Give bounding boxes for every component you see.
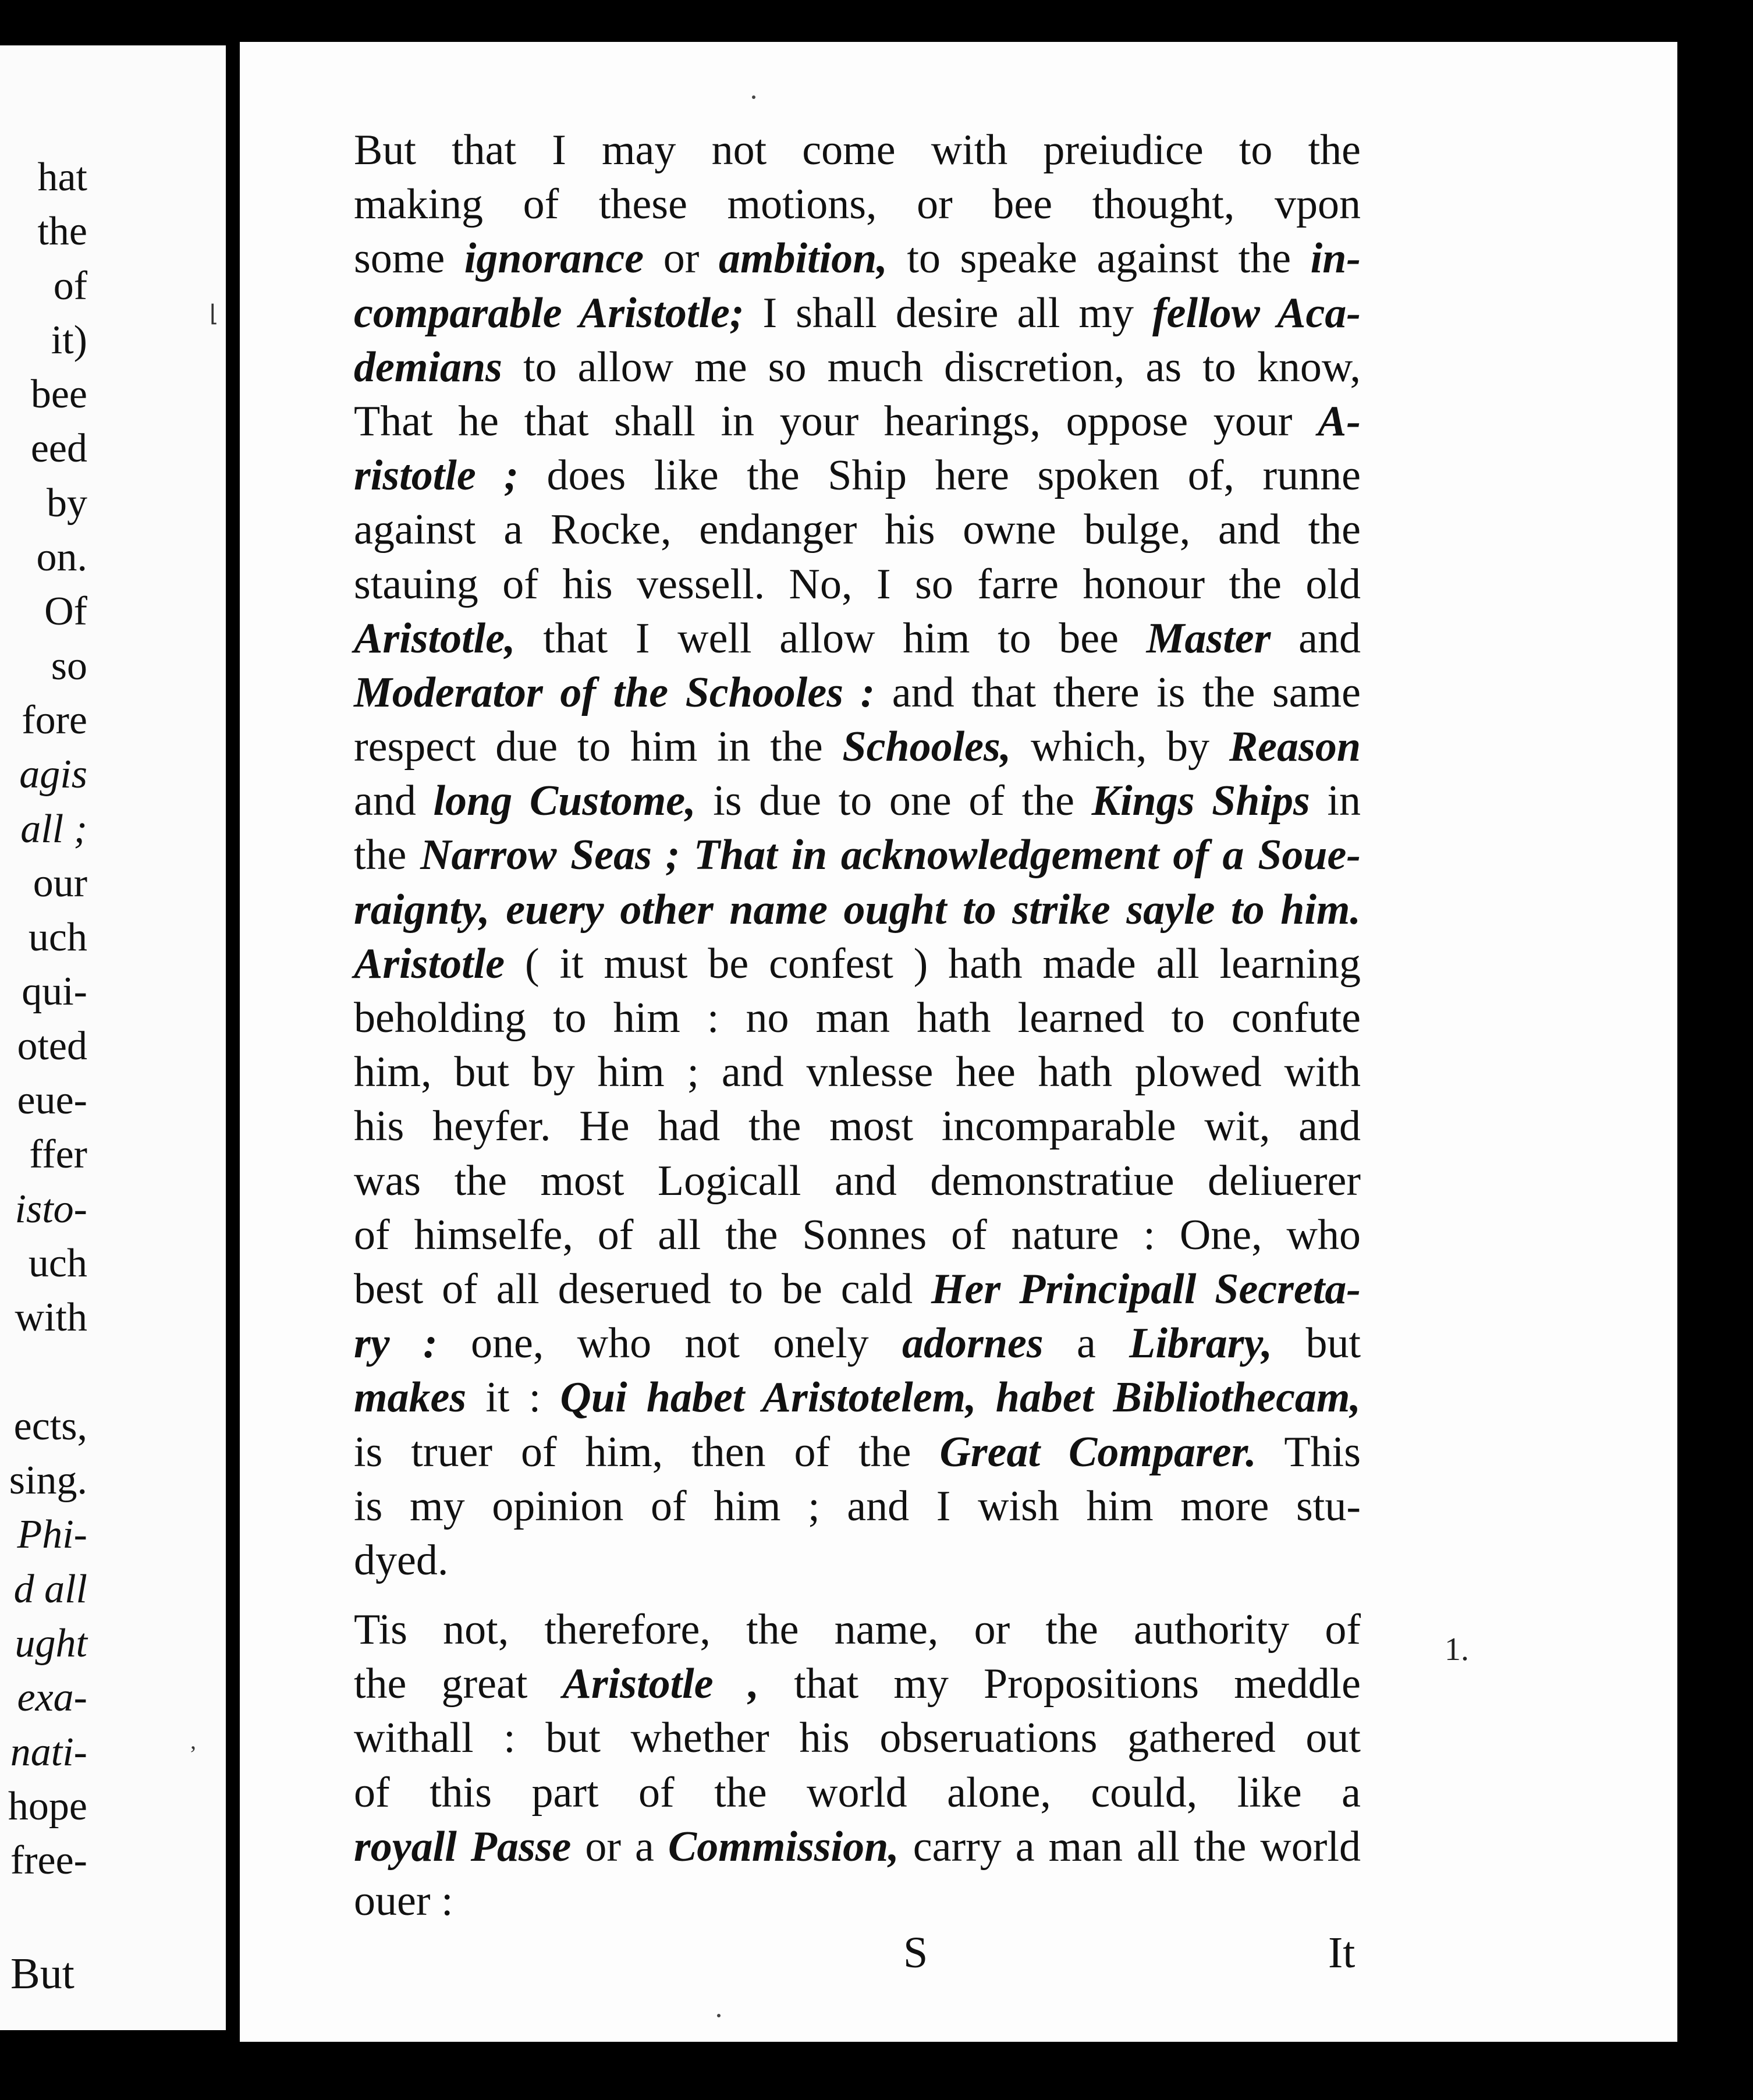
catchword: It	[1328, 1928, 1355, 1977]
left-page-line: eed	[30, 426, 87, 471]
text-run: respect due to him in the	[354, 723, 843, 771]
left-page-line: all ;	[20, 806, 87, 852]
text-line	[354, 1154, 1361, 1208]
text-line	[354, 1371, 1361, 1425]
italic-run: demians	[354, 343, 502, 391]
italic-run: Kings Ships	[1091, 777, 1310, 825]
left-page-line: so	[51, 643, 87, 689]
left-page-line: isto-	[15, 1186, 87, 1232]
italic-run: Schooles,	[842, 723, 1012, 771]
text-line	[354, 178, 1361, 232]
italic-run: adornes	[902, 1319, 1044, 1368]
italic-run: comparable Aristotle;	[354, 289, 744, 337]
text-line	[354, 991, 1361, 1045]
text-line	[354, 1874, 1361, 1928]
left-page-line: on.	[36, 535, 87, 580]
italic-run: ignorance	[464, 235, 644, 283]
italic-run: Qui habet Aristotelem, habet Bibliothecam,	[560, 1374, 1361, 1422]
text-line	[354, 1766, 1361, 1820]
text-run: But that I may not come with preiudice to the	[354, 126, 1361, 174]
text-line	[354, 612, 1361, 666]
text-line	[354, 1425, 1361, 1480]
italic-run: Great Comparer.	[939, 1428, 1257, 1476]
text-line	[354, 1208, 1361, 1262]
text-run: does like the Ship here spoken of, runne	[518, 452, 1361, 500]
left-page-line: uch	[28, 915, 87, 960]
text-run: the	[354, 831, 421, 879]
text-run: a	[1043, 1319, 1130, 1368]
text-line	[354, 232, 1361, 286]
text-run: is due to one of the	[695, 777, 1092, 825]
text-line	[354, 1317, 1361, 1371]
italic-run: Aristotle,	[354, 614, 516, 662]
left-page-line: ects,	[13, 1403, 87, 1449]
text-run: which, by	[1011, 723, 1229, 771]
left-page-line: it)	[51, 317, 87, 363]
text-line	[354, 1711, 1361, 1765]
italic-run: fellow Aca-	[1152, 289, 1361, 337]
text-line	[354, 1657, 1361, 1711]
left-page-line: Phi-	[17, 1512, 87, 1558]
text-run: that my Propositions meddle	[759, 1660, 1361, 1708]
text-run: of this part of the world alone, could, like a	[354, 1768, 1361, 1817]
text-line	[354, 1480, 1361, 1534]
text-line	[354, 286, 1361, 340]
italic-run: in-	[1310, 235, 1361, 283]
text-line	[354, 666, 1361, 720]
text-line	[354, 1262, 1361, 1317]
left-page-catchword: But	[10, 1949, 74, 1998]
italic-run: long Custome,	[433, 777, 696, 825]
left-page-line: ught	[15, 1621, 87, 1666]
left-page-line: eue-	[17, 1078, 87, 1123]
left-page-line: with	[15, 1295, 87, 1340]
italic-run: ry :	[354, 1319, 438, 1368]
left-page-line: bee	[30, 372, 87, 417]
text-run: the great	[354, 1660, 563, 1708]
text-line	[354, 774, 1361, 828]
italic-run: Narrow Seas ;	[420, 831, 680, 879]
text-run: making of these motions, or bee thought, vpon	[354, 180, 1361, 229]
italic-run: royall Passe	[354, 1822, 572, 1871]
left-page-line: nati-	[10, 1729, 87, 1775]
text-run: his heyfer. He had the most incomparable wit, and	[354, 1102, 1361, 1151]
text-run: stauing of his vessell. No, I so farre honour the old	[354, 560, 1361, 608]
italic-run: ambition,	[718, 235, 888, 283]
left-page-line: qui-	[22, 969, 87, 1014]
text-run: in	[1310, 777, 1361, 825]
italic-run: Reason	[1229, 723, 1361, 771]
left-page-line: oted	[17, 1023, 87, 1069]
text-run: dyed.	[354, 1536, 449, 1584]
text-line	[354, 503, 1361, 557]
text-line	[354, 937, 1361, 991]
ink-speck	[752, 95, 755, 99]
text-run: or	[644, 235, 719, 283]
text-run	[680, 831, 694, 879]
gutter-mark: ⌊	[210, 300, 219, 327]
page-body-text	[354, 123, 1361, 1928]
text-run: That he that shall in your hearings, oppose your	[354, 397, 1318, 445]
left-page-line: hat	[37, 155, 87, 200]
text-run: and	[354, 777, 434, 825]
text-run: or a	[571, 1822, 668, 1871]
italic-run: Master	[1146, 614, 1271, 662]
text-line	[354, 1534, 1361, 1588]
text-line	[354, 1045, 1361, 1099]
italic-run: A-	[1318, 397, 1361, 445]
text-run: some	[354, 235, 464, 283]
italic-run: Commission,	[668, 1822, 899, 1871]
italic-run: Moderator of the Schooles :	[354, 668, 875, 716]
left-page-line: uch	[28, 1240, 87, 1286]
left-page-line: exa-	[17, 1675, 87, 1721]
left-page-line: the	[37, 209, 87, 254]
text-run: withall : but whether his obseruations gathered out	[354, 1714, 1361, 1762]
text-run: of himselfe, of all the Sonnes of nature : One, who	[354, 1211, 1361, 1259]
text-run: it :	[466, 1374, 560, 1422]
text-run: and	[1271, 614, 1361, 662]
text-line	[354, 449, 1361, 503]
text-line	[354, 883, 1361, 937]
left-page-line: sing.	[9, 1458, 87, 1503]
text-run: I shall desire all my	[744, 289, 1152, 337]
left-page-line: Of	[44, 589, 87, 634]
italic-run: Her Principall Secreta-	[931, 1265, 1361, 1313]
left-page-line: d all	[13, 1566, 87, 1612]
signature-mark: S	[903, 1928, 928, 1977]
text-run: is truer of him, then of the	[354, 1428, 940, 1476]
text-run: one, who not onely	[437, 1319, 903, 1368]
ink-speck	[717, 2014, 721, 2017]
left-page-line: agis	[19, 752, 87, 797]
left-page-line: our	[33, 860, 87, 906]
text-run: to allow me so much discretion, as to know,	[502, 343, 1361, 391]
left-page-line: of	[53, 263, 87, 308]
left-page-line: fore	[22, 697, 87, 743]
left-page-line: hope	[8, 1783, 87, 1829]
text-run: that I well allow him to bee	[515, 614, 1147, 662]
left-page-line: ffer	[29, 1132, 87, 1177]
text-run: This	[1256, 1428, 1361, 1476]
text-run: ouer :	[354, 1877, 453, 1925]
text-line	[354, 1099, 1361, 1154]
text-run: to speake against the	[887, 235, 1311, 283]
left-page-fragment	[0, 45, 226, 2030]
text-run: but	[1272, 1319, 1361, 1368]
text-line	[354, 395, 1361, 449]
left-page-line: free-	[10, 1838, 87, 1883]
text-run: ( it must be confest ) hath made all learning	[505, 939, 1361, 988]
italic-run: Library,	[1129, 1319, 1273, 1368]
text-run: carry a man all the world	[899, 1822, 1361, 1871]
text-run: beholding to him : no man hath learned to confute	[354, 994, 1361, 1042]
italic-run: That in acknowledgement of a Soue-	[693, 831, 1361, 879]
text-line	[354, 558, 1361, 612]
text-line	[354, 720, 1361, 774]
text-run: Tis not, therefore, the name, or the authority of	[354, 1606, 1361, 1654]
italic-run: ristotle ;	[354, 452, 519, 500]
left-page-line: by	[47, 480, 87, 526]
text-line	[354, 828, 1361, 882]
text-line	[354, 340, 1361, 395]
italic-run: Aristotle ,	[562, 1660, 760, 1708]
text-run: best of all deserued to be cald	[354, 1265, 931, 1313]
text-run: him, but by him ; and vnlesse hee hath plowed with	[354, 1048, 1361, 1097]
gutter-mark: ’	[189, 1741, 197, 1767]
text-run: against a Rocke, endanger his owne bulge, and the	[354, 506, 1361, 554]
left-page-line	[0, 1345, 87, 1399]
italic-run: makes	[354, 1374, 467, 1422]
text-line	[354, 123, 1361, 178]
text-line	[354, 1603, 1361, 1657]
paragraph-gap	[354, 1588, 1361, 1603]
margin-numeral: 1.	[1445, 1631, 1469, 1668]
text-run: and that there is the same	[875, 668, 1361, 716]
text-run: was the most Logicall and demonstratiue deliuerer	[354, 1157, 1361, 1205]
main-page	[240, 42, 1677, 2042]
text-run: is my opinion of him ; and I wish him more stu-	[354, 1482, 1361, 1530]
italic-run: raignty, euery other name ought to strike sayle to him.	[354, 885, 1361, 934]
text-line	[354, 1820, 1361, 1874]
left-page-text	[0, 150, 87, 1888]
italic-run: Aristotle	[354, 939, 505, 988]
